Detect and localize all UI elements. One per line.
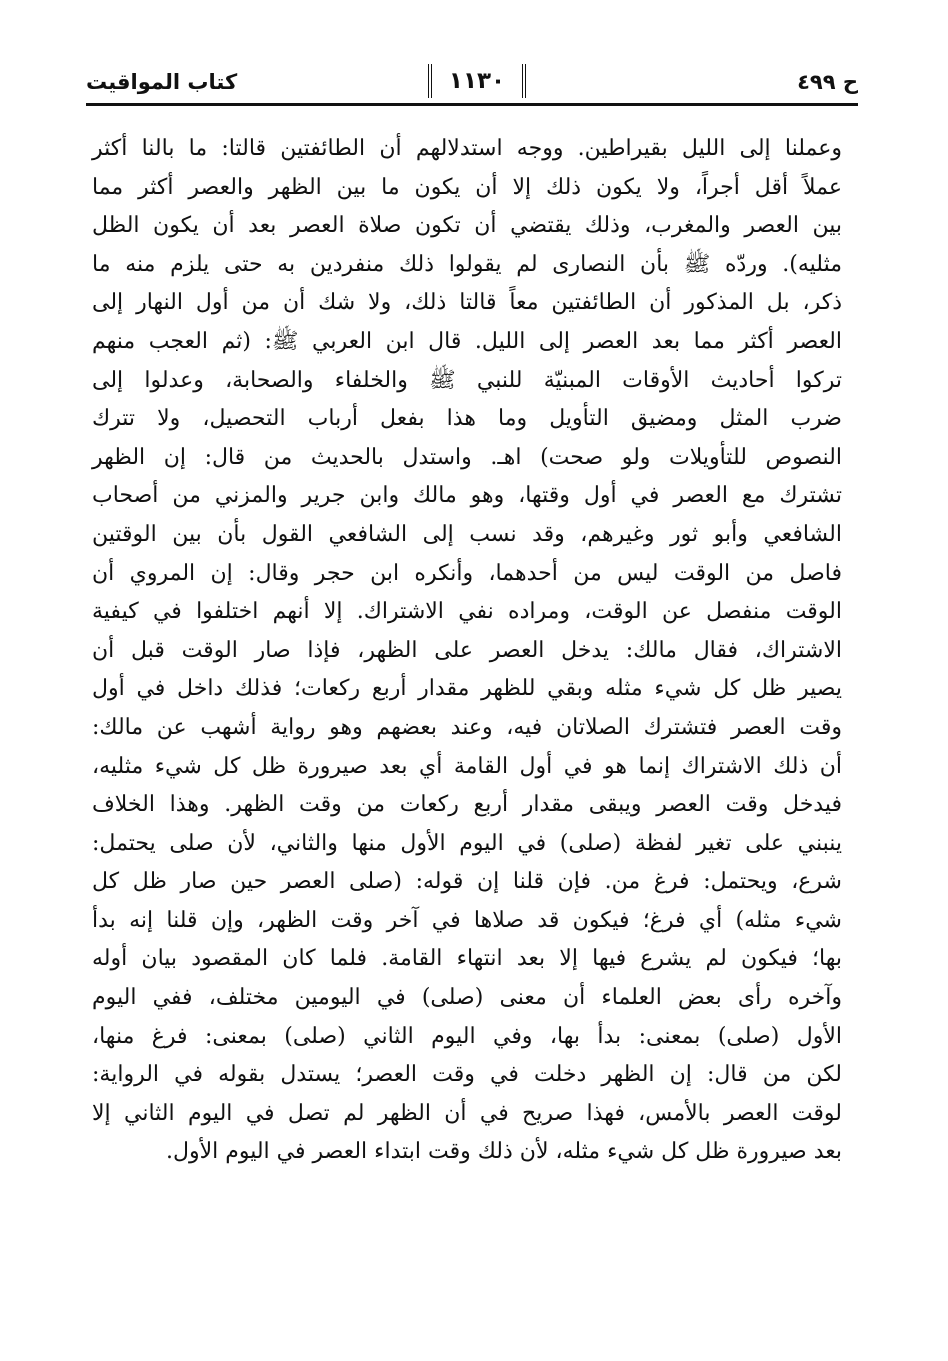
text-line: يصير ظل كل شيء مثله وبقي للظهر مقدار أربع ركعات؛ فذلك داخل في أول xyxy=(92,676,842,702)
body-text xyxy=(92,130,842,1172)
text-line: وقت العصر فتشترك الصلاتان فيه، وعند بعضهم وهو رواية أشهب عن مالك: xyxy=(92,714,842,740)
text-line: الأول (صلى) بمعنى: بدأ بها، وفي اليوم الثاني (صلى) بمعنى: فرغ منها، xyxy=(92,1023,842,1049)
text-line: ذكر، بل المذكور أن الطائفتين معاً قالتا ذلك، ولا شك أن من أول النهار إلى xyxy=(92,290,842,316)
header-divider xyxy=(86,103,858,106)
text-line: شرع، ويحتمل: فرغ من. فإن قلنا إن قوله: (صلى العصر حين صار ظل كل xyxy=(92,869,842,895)
page-number: ١١٣٠ xyxy=(428,64,526,98)
text-line: فيدخل وقت العصر ويبقى مقدار أربع ركعات من وقت الظهر. وهذا الخلاف xyxy=(92,792,842,818)
text-line: العصر أكثر مما بعد العصر إلى الليل. قال ابن العربي ﷺ: (ثم العجب منهم xyxy=(92,328,842,354)
text-line: بين العصر والمغرب، وذلك يقتضي أن تكون صلاة العصر بعد أن يكون الظل xyxy=(92,213,842,239)
text-line: بعد صيرورة ظل كل شيء مثله، لأن ذلك وقت ابتداء العصر في اليوم الأول. xyxy=(165,1139,842,1165)
text-line: شيء مثله) أي فرغ؛ فيكون قد صلاها في آخر وقت الظهر، وإن قلنا إنه بدأ xyxy=(92,907,842,933)
text-line: تشترك مع العصر في أول وقتها، وهو مالك وابن جرير والمزني من أصحاب xyxy=(92,483,842,509)
text-line: ينبني على تغير لفظة (صلى) في اليوم الأول منها والثاني، لأن صلى يحتمل: xyxy=(92,830,842,856)
text-line: الوقت منفصل عن الوقت، ومراده نفي الاشتراك. إلا أنهم اختلفوا في كيفية xyxy=(92,599,842,625)
text-line: لوقت العصر بالأمس، فهذا صريح في أن الظهر لم تصل في اليوم الثاني إلا xyxy=(92,1100,842,1126)
text-line: الاشتراك، فقال مالك: يدخل العصر على الظهر، فإذا صار الوقت قبل أن xyxy=(92,637,842,663)
text-line: أن ذلك الاشتراك إنما هو في أول القامة أي بعد صيرورة ظل كل شيء مثليه، xyxy=(92,753,842,779)
running-title: كتاب المواقيت xyxy=(86,70,238,94)
text-line: فاصل من الوقت ليس من أحدهما، وأنكره ابن حجر وقال: إن المروي أن xyxy=(92,560,842,586)
text-line: الشافعي وأبو ثور وغيرهم، وقد نسب إلى الشافعي القول بأن بين الوقتين xyxy=(92,521,842,547)
text-line: ضرب المثل ومضيق التأويل وما هذا بفعل أرباب التحصيل، ولا تترك xyxy=(92,406,842,432)
text-line: مثليه). وردّه ﷺ بأن النصارى لم يقولوا ذلك منفردين به حتى يلزم منه ما xyxy=(92,251,842,277)
text-line: النصوص للتأويلات ولو صحت) اهـ. واستدل بالحديث من قال: إن الظهر xyxy=(92,444,842,470)
text-line: لكن من قال: إن الظهر دخلت في وقت العصر؛ يستدل بقوله في الرواية: xyxy=(92,1062,842,1088)
page-header xyxy=(86,66,858,102)
text-line: عملاً أقل أجراً، ولا يكون ذلك إلا أن يكون ما بين الظهر والعصر أكثر مما xyxy=(92,174,842,200)
text-line: بها؛ فيكون لم يشرع فيها إلا بعد انتهاء القامة. فلما كان المقصود بيان أوله xyxy=(92,946,842,972)
text-line: وعملنا إلى الليل بقيراطين. ووجه استدلالهم أن الطائفتين قالتا: ما بالنا أكثر xyxy=(92,136,842,161)
text-line: وآخره رأى بعض العلماء أن معنى (صلى) في اليومين مختلف، ففي اليوم xyxy=(92,985,842,1011)
hadith-number: ح ٤٩٩ xyxy=(797,70,858,94)
text-line: تركوا أحاديث الأوقات المبنيّة للنبي ﷺ والخلفاء والصحابة، وعدلوا إلى xyxy=(92,367,842,393)
